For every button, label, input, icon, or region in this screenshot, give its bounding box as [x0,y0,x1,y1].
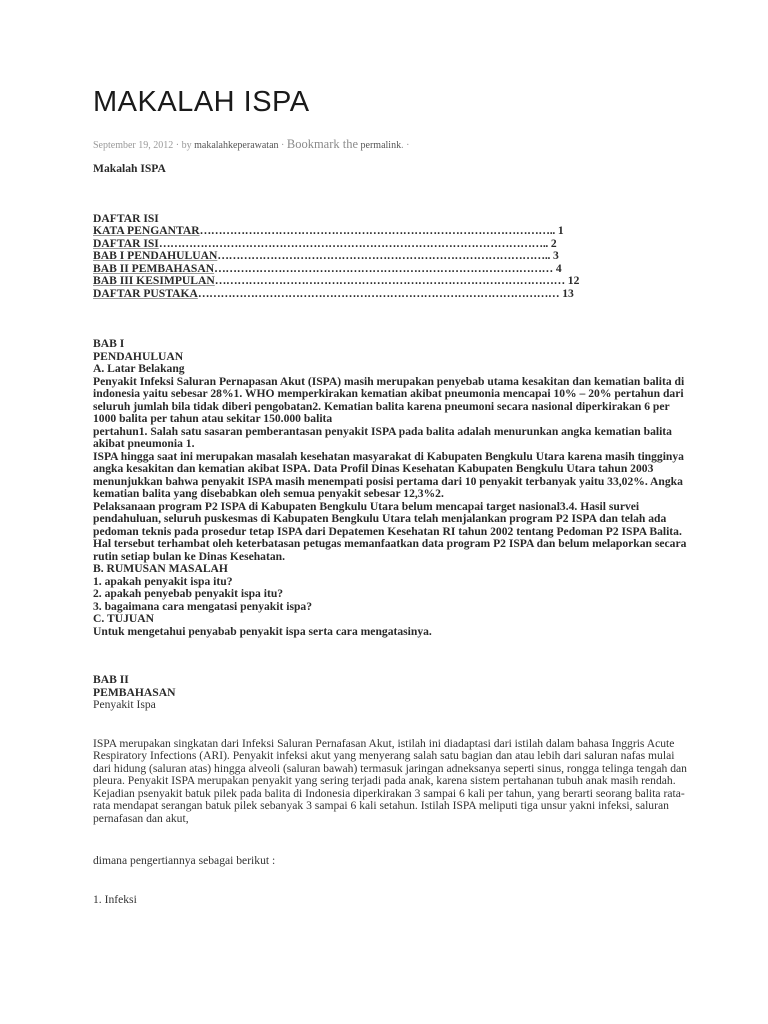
toc-heading: DAFTAR ISI [93,211,159,225]
section-subtitle: Penyakit Ispa [93,698,156,711]
post-date[interactable]: September 19, 2012 [93,140,174,151]
permalink-link[interactable]: permalink [360,140,402,151]
section-heading: C. TUJUAN [93,612,154,625]
meta-separator: · by [173,140,195,151]
paragraph: dimana pengertiannya sebagai berikut : [93,854,276,867]
toc-item-page: 2 [548,236,557,250]
list-item: 2. apakah penyebab penyakit ispa itu? [93,587,284,600]
toc-item-dots: ………………………………………………………………………………… [214,274,565,287]
content-heading: Makalah ISPA [93,162,166,175]
toc-item-label[interactable]: DAFTAR PUSTAKA [93,286,198,300]
toc-item[interactable] [93,288,693,301]
list-item: 1. Infeksi [93,892,137,906]
author-link[interactable]: makalahkeperawatan [194,140,279,151]
post-meta [93,137,409,152]
toc-item-dots: ………………………………………………………………………………….. [199,224,555,237]
toc-item-label[interactable]: BAB I PENDAHULUAN [93,249,218,262]
meta-separator: . · [401,140,410,151]
list-item: 3. bagaimana cara mengatasi penyakit ispa? [93,599,313,613]
paragraph: Pelaksanaan program P2 ISPA di Kabupaten Bengkulu Utara belum mencapai target nasional3.4. Hasil survei pendahuluan, seluruh puskesmas di Kabupaten Bengkulu Utara telah menjalankan program P2 ISPA dan telah ada pedoman teknis pada prosedur tetap ISPA dari Depatemen Kesehatan RI tahun 2002 tentang Pedoman P2 ISPA Balita. Hal tersebut terhambat oleh keterbatasan petugas memanfaatkan data program P2 ISPA dan belum melaporkan secara rutin setiap bulan ke Dinas Kesehatan. [93,499,687,563]
section-heading: A. Latar Belakang [93,362,185,375]
paragraph: ISPA merupakan singkatan dari Infeksi Saluran Pernafasan Akut, istilah ini diadaptasi dari istilah dalam bahasa Inggris Acute Respiratory Infections (ARI). Penyakit infeksi akut yang menyerang salah satu bagian dan atau lebih dari saluran nafas mulai dari hidung (saluran atas) hingga alveoli (saluran bawah) termasuk jaringan adneksanya seperti sinus, rongga telinga tengah dan pleura. Penyakit ISPA merupakan penyakit yang sering terjadi pada anak, karena sistem pertahanan tubuh anak masih rendah. Kejadian psenyakit batuk pilek pada balita di Indonesia diperkirakan 3 sampai 6 kali per tahun, yang berarti seorang balita rata-rata mendapat serangan batuk pilek sebanyak 3 sampai 6 kali setahun. Istilah ISPA meliputi tiga unsur yakni infeksi, saluran pernafasan dan akut, [93,736,687,825]
meta-separator: · [278,140,287,151]
paragraph: Penyakit Infeksi Saluran Pernapasan Akut (ISPA) masih merupakan penyebab utama kesakitan dan kematian balita di indonesia yaitu sebesar 28%1. WHO memperkirakan kematian akibat pneumonia mencapai 10% – 20% pertahun dari seluruh jumlah bila tidak diberi pengobatan2. Kematian balita karena pneumoni secara nasional diperkirakan 6 per 1000 balita per tahun atau sekitar 150.000 balita [93,374,685,425]
list-item: 1. apakah penyakit ispa itu? [93,574,233,588]
table-of-contents [93,213,693,301]
bab2-title: BAB II [93,673,129,686]
toc-item-dots: …………………………………………………………………………………… [197,286,560,300]
toc-item-label[interactable]: BAB III KESIMPULAN [93,274,215,287]
section-heading: B. RUMUSAN MASALAH [93,562,228,575]
bab2-subtitle: PEMBAHASAN [93,685,176,699]
toc-item-page: 1 [554,224,564,237]
bookmark-text: Bookmark the [286,137,359,151]
bab1-section [93,338,693,638]
page-title: MAKALAH ISPA [93,86,310,118]
bab2-section [93,674,693,712]
toc-item-page: 12 [564,274,580,287]
post-content [93,163,693,906]
bab1-subtitle: PENDAHULUAN [93,349,184,363]
paragraph: pertahun1. Salah satu sasaran pemberantasan penyakit ISPA pada balita adalah menurunkan angka kematian balita akibat pneumonia 1. [93,424,672,450]
toc-item-page: 13 [559,286,574,300]
toc-item-page: 4 [552,261,562,275]
toc-item-label[interactable]: BAB II PEMBAHASAN [93,261,215,275]
toc-item-dots: ………………………………………………………………………………………….. [158,236,549,250]
toc-item-dots: ……………………………………………………………………………… [214,261,553,275]
paragraph: ISPA hingga saat ini merupakan masalah kesehatan masyarakat di Kabupaten Bengkulu Utara karena masih tingginya angka kesakitan dan kematian akibat ISPA. Data Profil Dinas Kesehatan Kabupaten Bengkulu Utara tahun 2003 menunjukkan bahwa penyakit ISPA masih menempati posisi pertama dari 10 penyakit terbanyak yaitu 33,02%. Angka kematian balita yang disebabkan oleh semua penyakit sebesar 12,3%2. [93,449,684,500]
toc-item-label[interactable]: DAFTAR ISI [93,236,159,250]
toc-item-page: 3 [550,249,559,262]
paragraph: Untuk mengetahui penyabab penyakit ispa serta cara mengatasinya. [93,624,432,638]
toc-item-label[interactable]: KATA PENGANTAR [93,224,200,237]
bab1-title: BAB I [93,337,125,350]
toc-item-dots: …………………………………………………………………………….. [217,249,551,262]
